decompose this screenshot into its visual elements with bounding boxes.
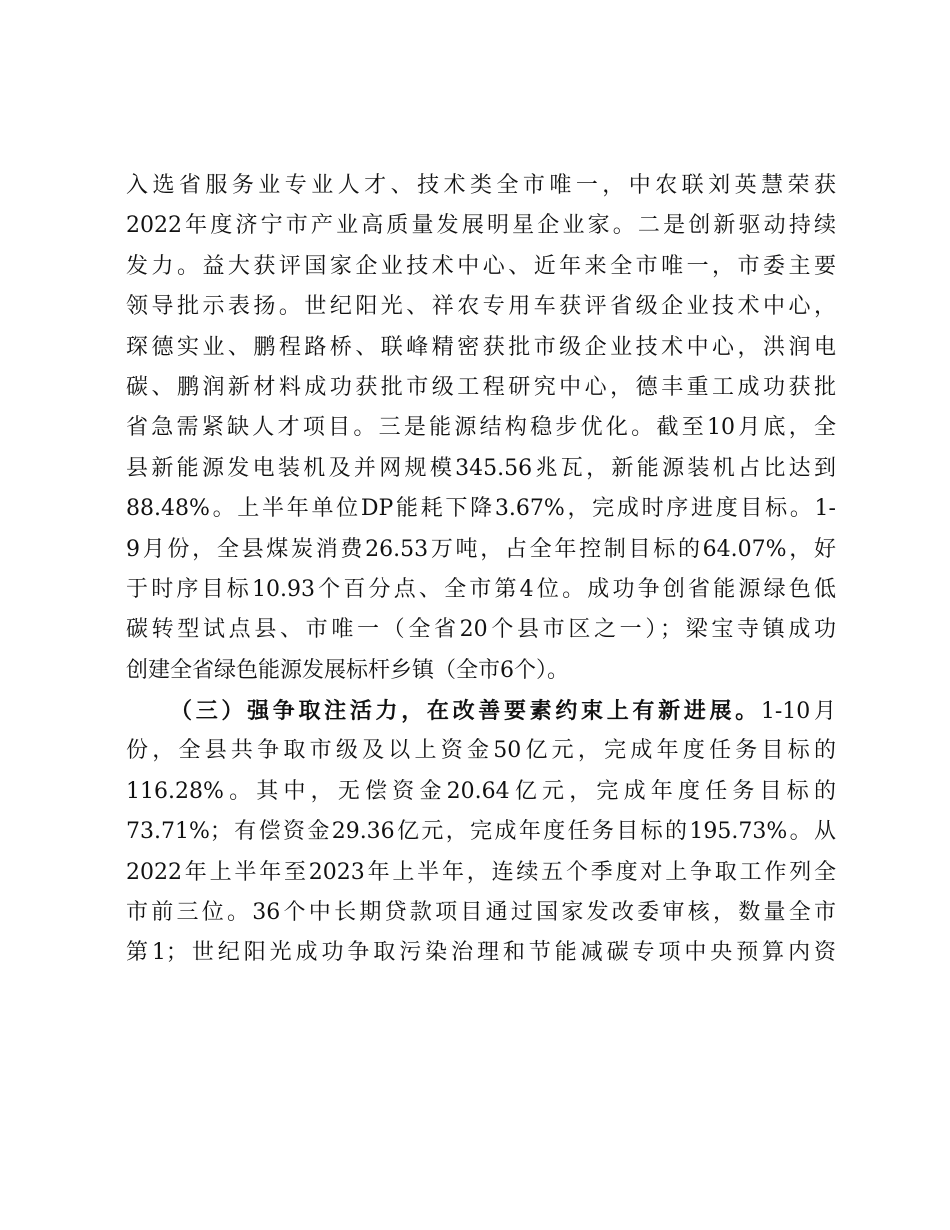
text-line: 第1；世纪阳光成功争取污染治理和节能减碳专项中央预算内资	[126, 940, 836, 966]
text-line: 入选省服务业专业人才、技术类全市唯一，中农联刘英慧荣获	[126, 173, 836, 198]
text-line: 9月份，全县煤炭消费26.53万吨，占全年控制目标的64.07%，好	[126, 536, 836, 562]
text-line: 88.48%。上半年单位DP能耗下降3.67%，完成时序进度目标。1-	[126, 496, 836, 522]
text-line: 2022年度济宁市产业高质量发展明星企业家。二是创新驱动持续	[126, 213, 836, 239]
text-line: 碳转型试点县、市唯一（全省20个县市区之一）；梁宝寺镇成功	[126, 617, 836, 643]
text-line: 73.71%；有偿资金29.36亿元，完成年度任务目标的195.73%。从	[126, 819, 836, 845]
text-line: 份，全县共争取市级及以上资金50亿元，完成年度任务目标的	[126, 738, 836, 764]
paragraph-2	[126, 691, 836, 974]
text-line: 县新能源发电装机及并网规模345.56兆瓦，新能源装机占比达到	[126, 455, 836, 481]
document-page	[126, 166, 836, 974]
text-line: 发力。益大获评国家企业技术中心、近年来全市唯一，市委主要	[126, 253, 836, 279]
text-line: 省急需紧缺人才项目。三是能源结构稳步优化。截至10月底，全	[126, 415, 836, 441]
text-line: 于时序目标10.93个百分点、全市第4位。成功争创省能源绿色低	[126, 576, 836, 602]
text-line: 领导批示表扬。世纪阳光、祥农专用车获评省级企业技术中心，	[126, 294, 836, 320]
text-line: 2022年上半年至2023年上半年，连续五个季度对上争取工作列全	[126, 859, 836, 885]
paragraph-1	[126, 166, 836, 691]
text-line: 116.28%。其中，无偿资金20.64亿元，完成年度任务目标的	[126, 778, 836, 804]
text-line: 创建全省绿色能源发展标杆乡镇（全市6个）。	[126, 657, 569, 683]
heading-line-rest: 1-10月	[760, 699, 836, 725]
text-line: 市前三位。36个中长期贷款项目通过国家发改委审核，数量全市	[126, 900, 836, 926]
section-heading-line	[126, 691, 836, 731]
section-heading: （三）强争取注活力，在改善要素约束上有新进展。	[170, 698, 761, 725]
text-line: 碳、鹏润新材料成功获批市级工程研究中心，德丰重工成功获批	[126, 374, 836, 400]
text-line: 琛德实业、鹏程路桥、联峰精密获批市级企业技术中心，洪润电	[126, 334, 836, 360]
